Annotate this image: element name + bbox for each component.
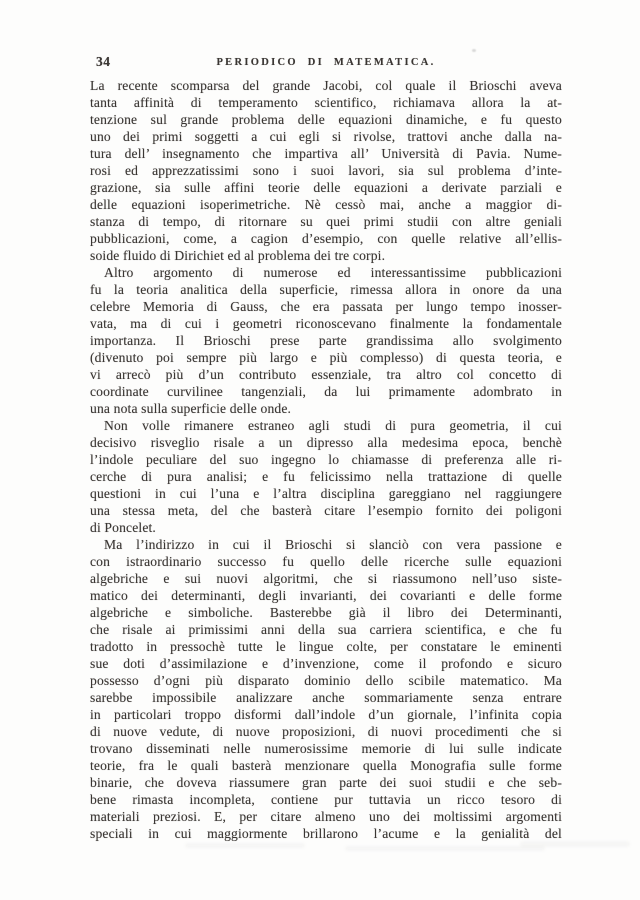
text-line: cerche di pura analisi; e fu felicissimo nella trattazione di quelle	[90, 469, 562, 484]
text-line: vi arrecò più d’un contributo essenziale, tra altro col concetto di	[90, 367, 562, 382]
text-line: che risale ai primissimi anni della sua carriera scientifica, e che fu	[90, 622, 562, 637]
text-line: (divenuto poi sempre più largo e più complesso) di questa teoria, e	[90, 350, 562, 365]
text-line: una stessa meta, del che basterà citare l’esempio fornito dei poligoni	[90, 503, 562, 518]
text-line: algebriche e sui nuovi algoritmi, che si riassumono nell’uso siste-	[90, 571, 562, 586]
text-line: di Poncelet.	[90, 520, 156, 535]
paragraph	[90, 264, 562, 417]
text-line: possesso d’ogni più disparato dominio dello scibile matematico. Ma	[90, 673, 562, 688]
text-line: grazione, sia sulle affini teorie delle equazioni a derivate parziali e	[90, 180, 562, 195]
text-line: fu la teoria analitica della superficie, rimessa allora in onore da una	[90, 282, 562, 297]
text-line: sarebbe impossibile analizzare anche sommariamente senza entrare	[90, 690, 562, 705]
text-line: delle equazioni isoperimetriche. Nè cessò mai, anche a maggior di-	[90, 197, 562, 212]
text-line: celebre Memoria di Gauss, che era passata per lungo tempo inosser-	[90, 299, 562, 314]
text-line: Altro argomento di numerose ed interessantissime pubblicazioni	[104, 265, 562, 280]
text-line: binarie, che doveva riassumere gran parte dei suoi studii e che seb-	[90, 775, 562, 790]
text-line: importanza. Il Brioschi prese parte grandissima allo svolgimento	[90, 333, 562, 348]
bleed-through-smudge	[345, 846, 545, 851]
text-line: matico dei determinanti, degli invarianti, dei covarianti e delle forme	[90, 588, 562, 603]
paragraph	[90, 536, 562, 842]
text-line: tradotto in pressochè tutte le lingue colte, per constatare le eminenti	[90, 639, 562, 654]
text-line: di nuove vedute, di nuove proposizioni, di nuovi procedimenti che si	[90, 724, 562, 739]
text-block	[90, 77, 562, 842]
journal-title: PERIODICO DI MATEMATICA.	[216, 57, 436, 68]
scan-speck	[472, 49, 476, 52]
text-line: tenzione sul grande problema delle equazioni dinamiche, e fu questo	[90, 112, 562, 127]
text-line: teorie, fra le quali basterà menzionare quella Monografia sulle forme	[90, 758, 562, 773]
text-line: rosi ed apprezzatissimi sono i suoi lavori, sia sul problema d’inte-	[90, 163, 562, 178]
text-line: in particolari troppo disformi dall’indole d’un giornale, l’infinita copia	[90, 707, 562, 722]
paragraph	[90, 77, 562, 264]
text-line: l’indole peculiare del suo ingegno lo chiamasse di preferenza alle ri-	[90, 452, 562, 467]
text-line: stanza di tempo, di ritornare su quei primi studii con altre geniali	[90, 214, 562, 229]
text-line: decisivo risveglio risale a un dipresso alla medesima epoca, benchè	[90, 435, 562, 450]
text-line: tura dell’ insegnamento che impartiva all’ Università di Pavia. Nume-	[90, 146, 562, 161]
text-line: Non volle rimanere estraneo agli studi di pura geometria, il cui	[104, 418, 562, 433]
text-line: coordinate curvilinee tangenziali, da lui primamente adombrato in	[90, 384, 562, 399]
text-line: bene rimasta incompleta, contiene pur tuttavia un ricco tesoro di	[90, 792, 562, 807]
text-line: algebriche e simboliche. Basterebbe già il libro dei Determinanti,	[90, 605, 562, 620]
text-line: speciali in cui maggiormente brillarono l’acume e la genialità del	[90, 826, 562, 841]
text-line: tanta affinità di temperamento scientifico, richiamava allora la at-	[90, 95, 562, 110]
text-line: La recente scomparsa del grande Jacobi, col quale il Brioschi aveva	[90, 78, 562, 93]
text-line: vata, ma di cui i geometri riconoscevano finalmente la fondamentale	[90, 316, 562, 331]
page-number: 34	[96, 54, 111, 69]
paragraph	[90, 417, 562, 536]
page-header	[90, 54, 562, 72]
text-line: sue doti d’assimilazione e d’invenzione, come il profondo e sicuro	[90, 656, 562, 671]
text-line: una nota sulla superficie delle onde.	[90, 401, 292, 416]
text-line: trovano disseminati nelle numerosissime memorie di lui sulle indicate	[90, 741, 562, 756]
text-line: soide fluido di Dirichiet ed al problema dei tre corpi.	[90, 248, 386, 263]
text-line: pubblicazioni, come, a cagion d’esempio, con quelle relative all’ellis-	[90, 231, 562, 246]
text-line: Ma l’indirizzo in cui il Brioschi si slanciò con vera passione e	[104, 537, 562, 552]
text-line: con istraordinario successo fu quello delle ricerche sulle equazioni	[90, 554, 562, 569]
bleed-through-smudge	[185, 843, 305, 848]
text-line: questioni in cui l’una e l’altra disciplina gareggiano nel raggiungere	[90, 486, 562, 501]
text-line: uno dei primi soggetti a cui egli si rivolse, trattovi anche dalla na-	[90, 129, 562, 144]
text-line: materiali preziosi. E, per citare almeno uno dei moltissimi argomenti	[90, 809, 562, 824]
